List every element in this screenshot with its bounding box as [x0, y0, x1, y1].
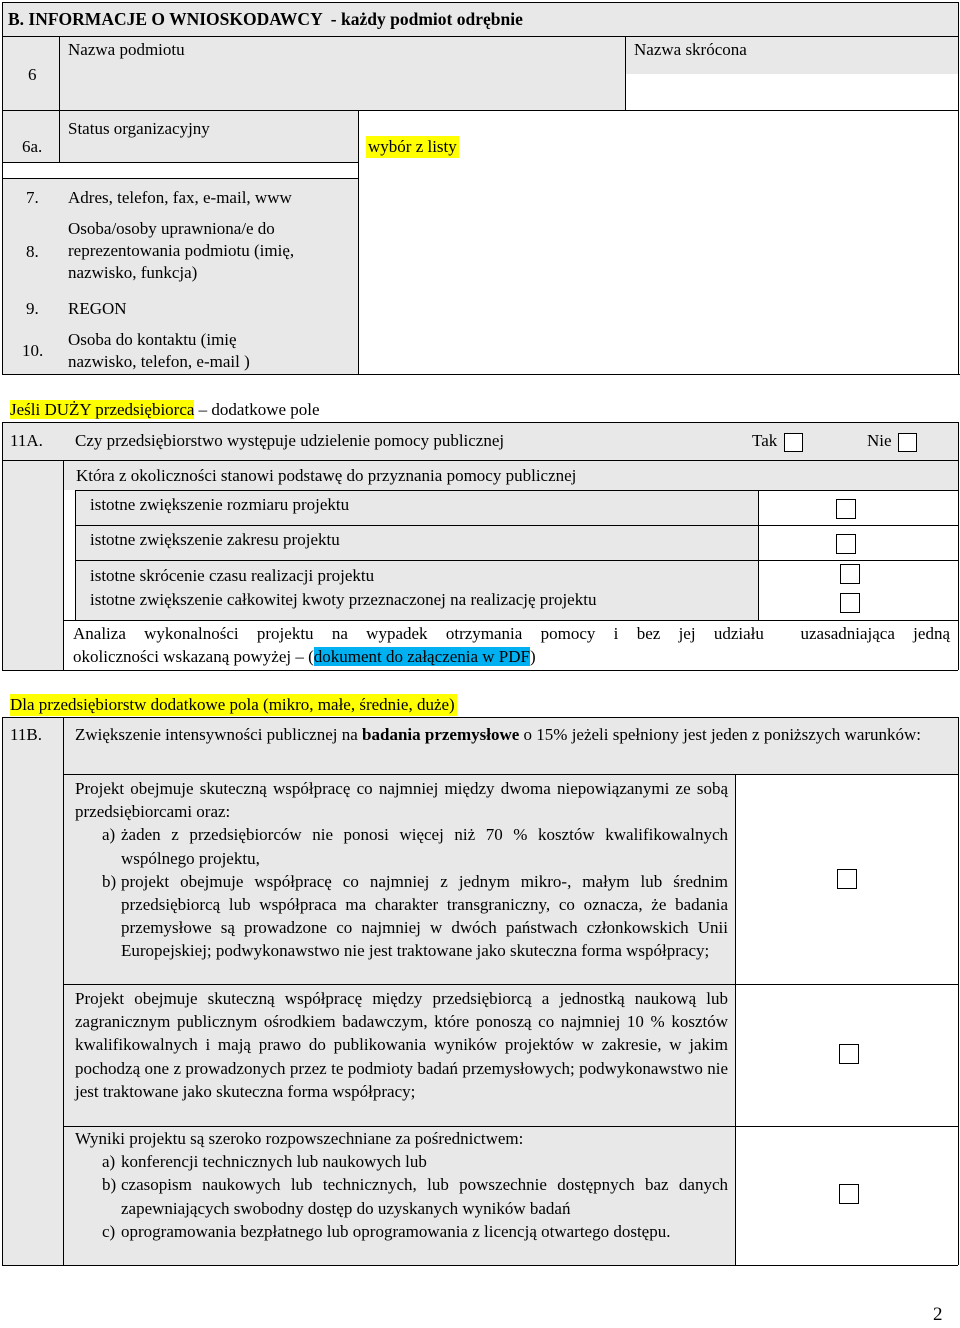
section-b-title: B. INFORMACJE O WNIOSKODAWCY - każdy podmiot odrębnie — [8, 9, 523, 29]
status-label: Status organizacyjny — [68, 119, 210, 138]
row-9-number: 9. — [26, 299, 39, 318]
row-8-number: 8. — [26, 242, 39, 261]
item-text: oprogramowania bezpłatnego lub oprogramowania z licencją otwartego dostępu. — [121, 1221, 671, 1241]
pdf-attachment-link[interactable]: dokument do załączenia w PDF — [313, 647, 530, 666]
item-letter: b) — [102, 871, 117, 891]
representative-label: Osoba/osoby uprawniona/e do reprezentowania podmiotu (imię, nazwisko, funkcja) — [68, 219, 295, 283]
item-text: żaden z przedsiębiorców nie ponosi więcej niż 70 % kosztów kwalifikowalnych wspólnego projektu, — [121, 825, 728, 868]
address-label: Adres, telefon, fax, e-mail, www — [68, 188, 292, 207]
enterprise-fields-note: Dla przedsiębiorstw dodatkowe pola (mikro, małe, średnie, duże) — [10, 694, 457, 716]
item-letter: c) — [102, 1221, 116, 1241]
page-number: 2 — [933, 1304, 943, 1325]
large-enterprise-rest: dodatkowe pole — [211, 400, 320, 419]
entity-name-label: Nazwa podmiotu — [68, 40, 185, 59]
no-checkbox[interactable] — [898, 433, 917, 452]
no-option[interactable] — [867, 430, 917, 452]
entity-name-field[interactable] — [60, 60, 624, 108]
item-text: projekt obejmuje współpracę co najmniej z jednym mikro-, małym lub średnim przedsiębiorcą lub współpraca ma charakter transgraniczny, co oznacza, że badania przemysłowe są prowadzone co najmniej w dwóch państwach członkowskich Unii Europejskiej; podwykonawstwo nie jest traktowane jako skuteczna forma współpracy; — [121, 871, 728, 961]
option-label: istotne zwiększenie całkowitej kwoty przeznaczonej na realizację projektu — [90, 590, 597, 609]
condition-3-intro: Wyniki projektu są szeroko rozpowszechniane za pośrednictwem: — [75, 1129, 524, 1148]
feasibility-text: okoliczności wskazaną powyżej – ( — [73, 647, 314, 666]
row-6-number: 6 — [28, 65, 37, 84]
condition-3-item-a — [102, 1150, 728, 1173]
intro-text-end: o 15% jeżeli spełniony jest jeden z poniższych warunków: — [519, 725, 922, 744]
option-checkbox[interactable] — [836, 499, 856, 519]
status-select[interactable]: wybór z listy — [366, 136, 459, 158]
item-letter: b) — [102, 1175, 117, 1195]
row-10-number: 10. — [22, 341, 44, 360]
contact-person-label: Osoba do kontaktu (imię nazwisko, telefon, e-mail ) — [68, 330, 250, 372]
yes-label: Tak — [752, 431, 778, 450]
regon-label: REGON — [68, 299, 127, 318]
aid-basis-label: Która z okoliczności stanowi podstawę do przyznania pomocy publicznej — [76, 466, 577, 485]
no-label: Nie — [867, 431, 892, 450]
section-11b-number: 11B. — [10, 725, 42, 744]
intro-bold: badania przemysłowe — [362, 725, 520, 744]
section-11b-intro — [75, 724, 948, 746]
section-b-values-area[interactable] — [360, 180, 957, 373]
item-letter: a) — [102, 1152, 116, 1172]
condition-1-item-b — [102, 870, 728, 963]
condition-2-checkbox[interactable] — [839, 1044, 859, 1064]
row-6a-number: 6a. — [22, 137, 43, 156]
condition-1 — [75, 777, 728, 963]
condition-1-intro: Projekt obejmuje skuteczną współpracę co najmniej między dwoma niepowiązanymi ze sobą przedsiębiorcami oraz: — [75, 779, 728, 822]
item-text: czasopism naukowych lub technicznych, lub powszechnie dostępnych baz danych zapewniających swobodny dostęp do uzyskanych wyników badań — [121, 1175, 728, 1218]
large-enterprise-note: Jeśli DUŻY przedsiębiorca – dodatkowe pole — [10, 400, 320, 419]
option-checkbox[interactable] — [836, 534, 856, 554]
condition-3 — [75, 1127, 728, 1243]
row-7-number: 7. — [26, 188, 39, 207]
option-checkbox[interactable] — [840, 593, 860, 613]
large-enterprise-highlight: Jeśli DUŻY przedsiębiorca — [10, 400, 195, 419]
option-label: istotne zwiększenie zakresu projektu — [90, 530, 340, 549]
item-text: konferencji technicznych lub naukowych lub — [121, 1152, 427, 1172]
item-letter: a) — [102, 825, 116, 845]
short-name-label: Nazwa skrócona — [634, 40, 747, 59]
yes-checkbox[interactable] — [784, 433, 803, 452]
short-name-field[interactable] — [626, 75, 957, 109]
section-11a-number: 11A. — [10, 431, 43, 450]
feasibility-analysis-line2 — [73, 646, 536, 668]
condition-3-item-c — [102, 1220, 728, 1243]
condition-1-item-a — [102, 823, 728, 869]
feasibility-analysis-line1: Analiza wykonalności projektu na wypadek otrzymania pomocy i bez jej udziału uzasadniająca jedną — [73, 624, 950, 643]
condition-1-checkbox[interactable] — [837, 869, 857, 889]
condition-2: Projekt obejmuje skuteczną współpracę między przedsiębiorcą a jednostką naukową lub zagranicznym publicznym ośrodkiem badawczym, które ponoszą co najmniej 10 % kosztów kwalifikowalnych i mają prawo do publikowania wyników projektów w zakresie, w jakim pochodzą one z prowadzonych przez te podmioty badań przemysłowych; podwykonawstwo nie jest traktowane jako skuteczna forma współpracy; — [75, 989, 728, 1101]
yes-option[interactable] — [752, 430, 803, 452]
feasibility-close: ) — [529, 647, 536, 666]
option-checkbox[interactable] — [840, 564, 860, 584]
option-label: istotne zwiększenie rozmiaru projektu — [90, 495, 350, 514]
condition-3-item-b — [102, 1173, 728, 1219]
option-label: istotne skrócenie czasu realizacji projektu — [90, 566, 375, 585]
intro-text: Zwiększenie intensywności publicznej na — [75, 725, 363, 744]
public-aid-question: Czy przedsiębiorstwo występuje udzielenie pomocy publicznej — [75, 431, 505, 450]
condition-3-checkbox[interactable] — [839, 1184, 859, 1204]
